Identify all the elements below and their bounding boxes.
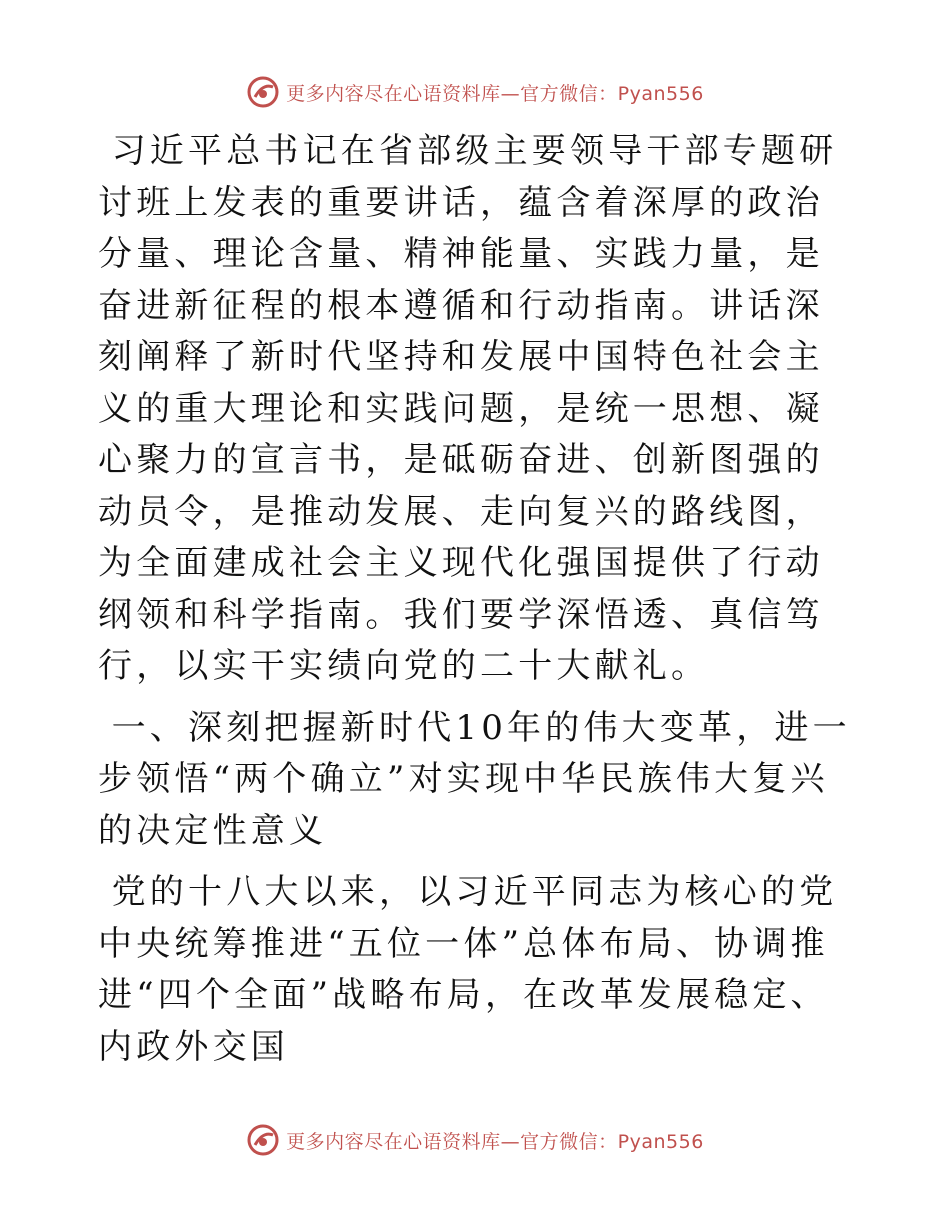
brand-logo-icon bbox=[246, 75, 280, 109]
document-body bbox=[98, 126, 858, 1083]
watermark-text: 更多内容尽在心语资料库—官方微信：Pyan556 bbox=[286, 82, 704, 105]
paragraph-intro: 习近平总书记在省部级主要领导干部专题研讨班上发表的重要讲话，蕴含着深厚的政治分量、理论含量、精神能量、实践力量，是奋进新征程的根本遵循和行动指南。讲话深刻阐释了新时代坚持和发展中国特色社会主义的重大理论和实践问题，是统一思想、凝心聚力的宣言书，是砥砺奋进、创新图强的动员令，是推动发展、走向复兴的路线图，为全面建成社会主义现代化强国提供了行动纲领和科学指南。我们要学深悟透、真信笃行，以实干实绩向党的二十大献礼。 bbox=[98, 131, 838, 686]
section-heading-1: 一、深刻把握新时代10年的伟大变革，进一步领悟“两个确立”对实现中华民族伟大复兴的决定性意义 bbox=[98, 707, 851, 851]
paragraph-section-1: 党的十八大以来，以习近平同志为核心的党中央统筹推进“五位一体”总体布局、协调推进“四个全面”战略布局，在改革发展稳定、内政外交国 bbox=[98, 872, 838, 1067]
watermark-text: 更多内容尽在心语资料库—官方微信：Pyan556 bbox=[286, 1130, 704, 1153]
footer-watermark bbox=[0, 1120, 950, 1160]
header-watermark bbox=[0, 72, 950, 112]
brand-logo-icon bbox=[246, 1123, 280, 1157]
